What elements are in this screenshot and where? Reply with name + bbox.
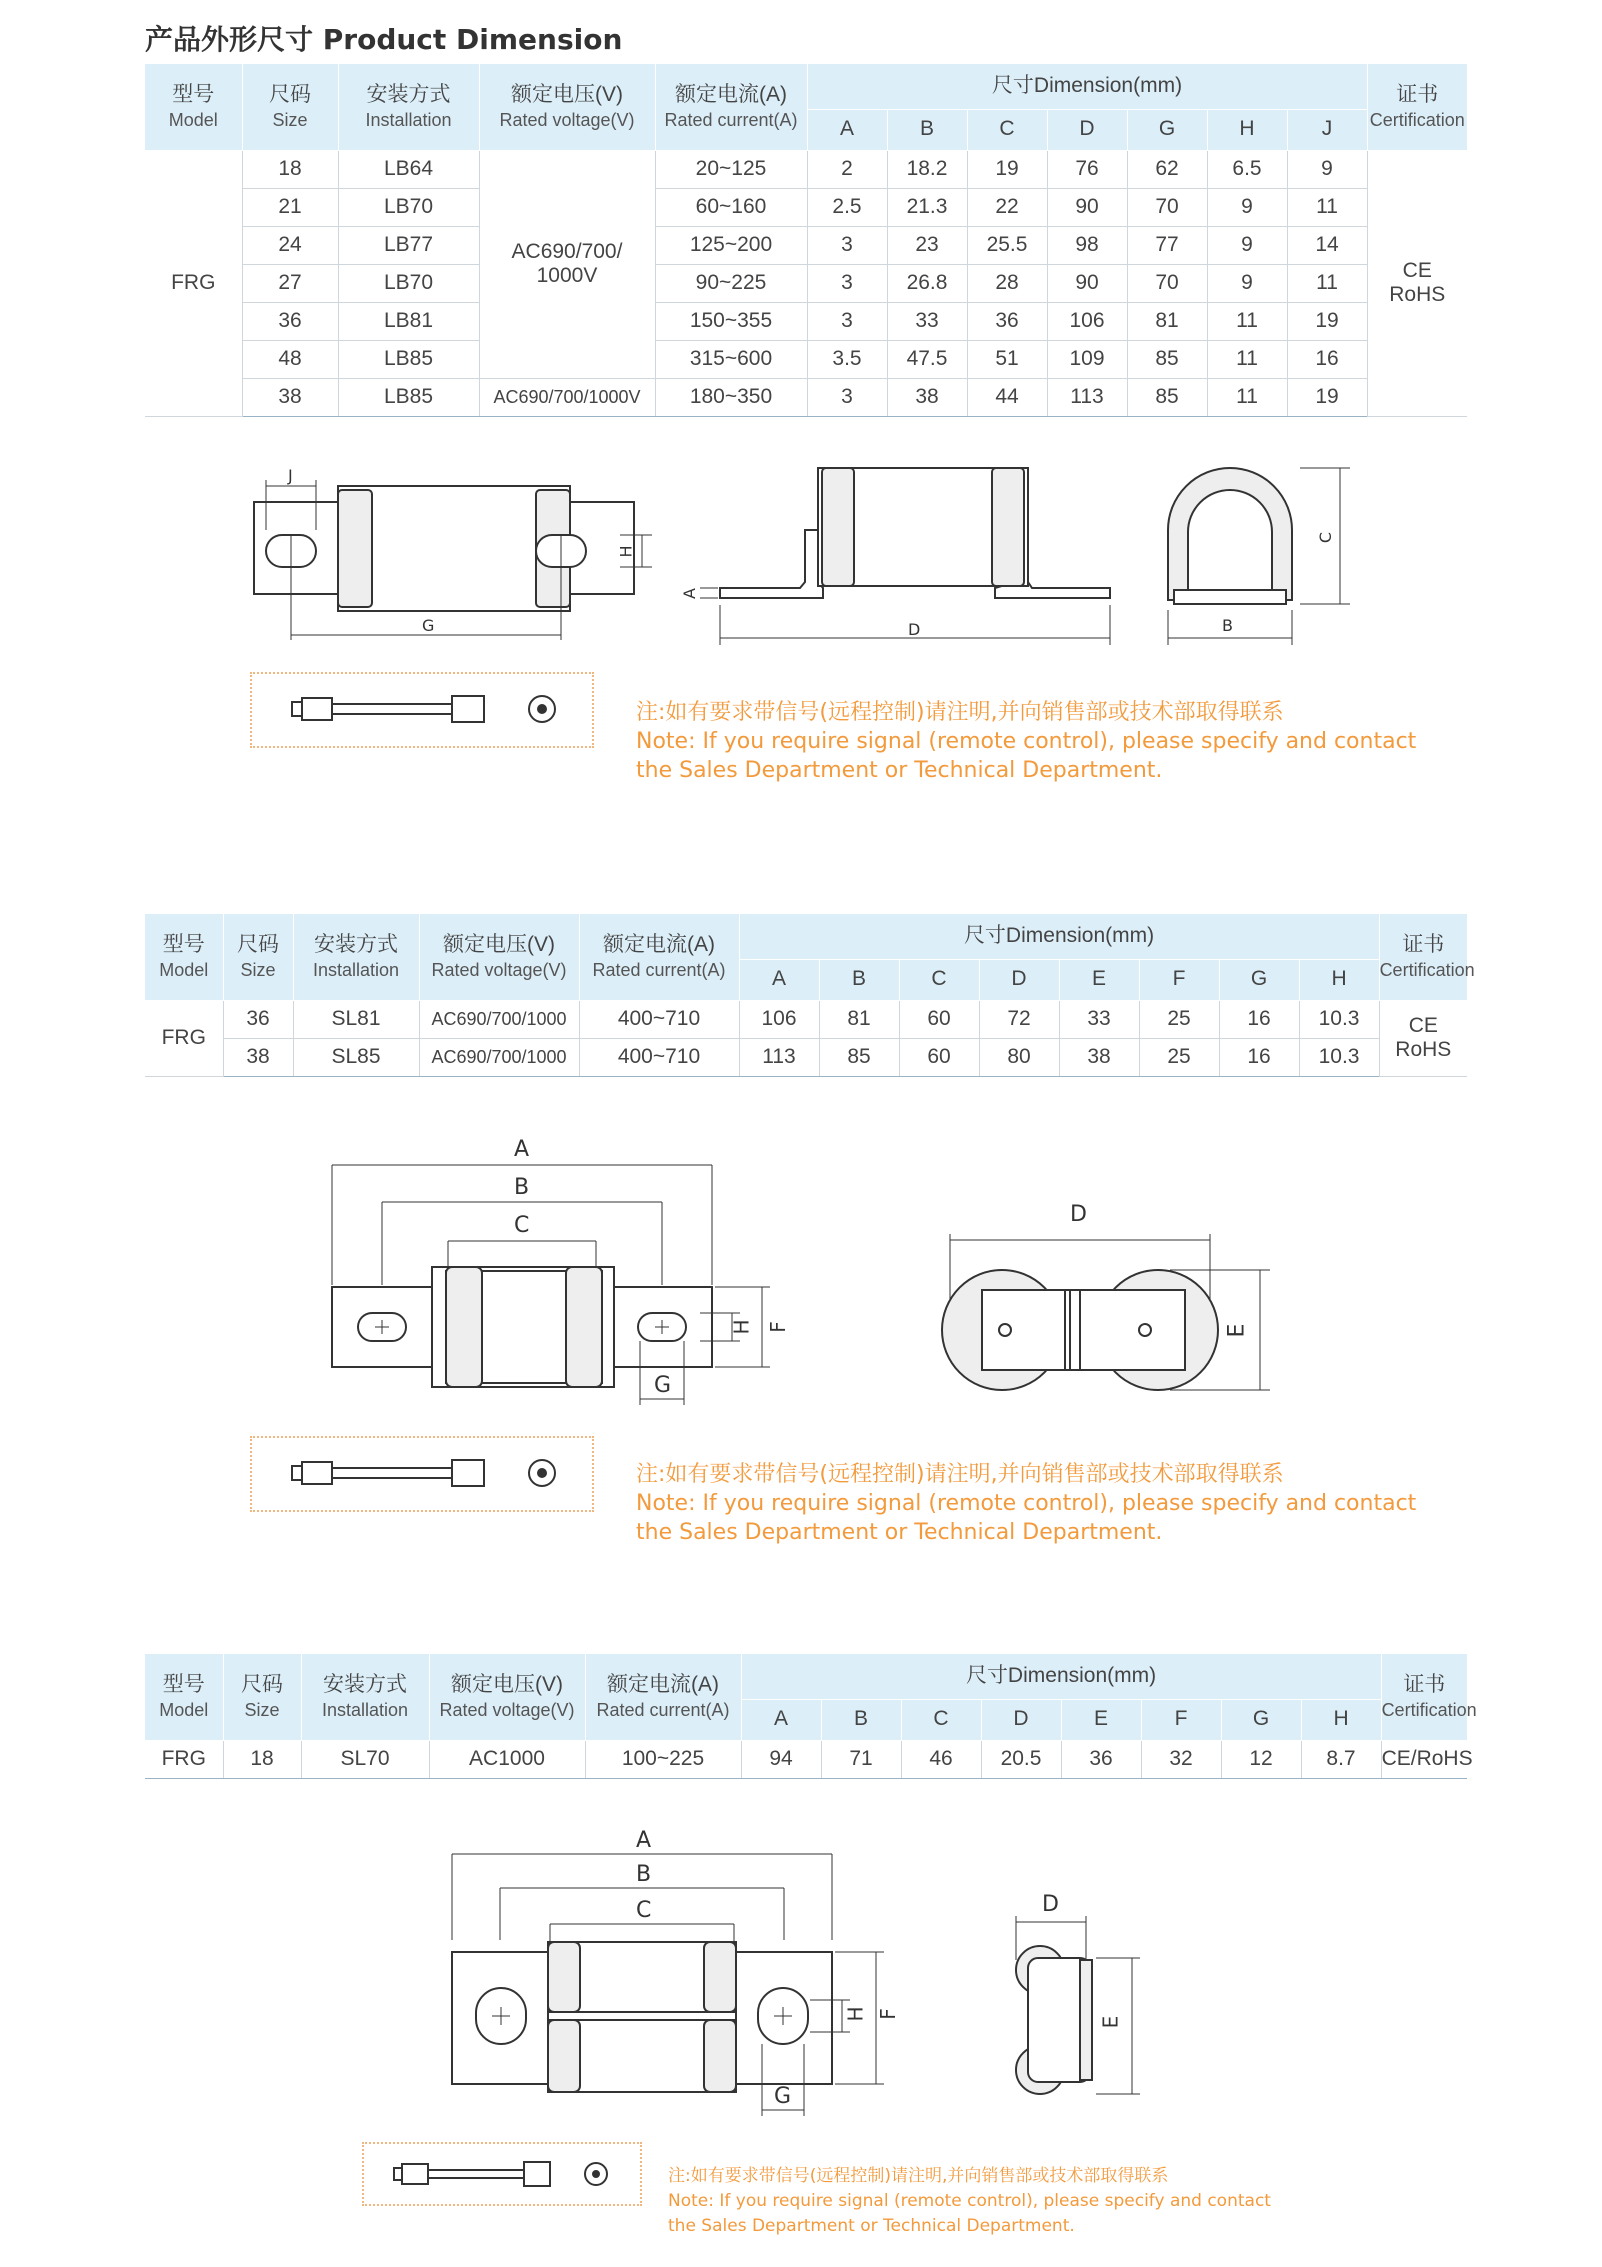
dim-cell-d: 80 <box>979 1038 1059 1076</box>
lb-front-view <box>240 460 660 660</box>
dim-cell-d: 90 <box>1047 188 1127 226</box>
table-row <box>145 1000 1467 1038</box>
dim-cell-b: 21.3 <box>887 188 967 226</box>
dim-cell-g: 16 <box>1219 1038 1299 1076</box>
installation-cell: SL70 <box>301 1740 429 1778</box>
dim-col-a: A <box>741 1699 821 1740</box>
dim-cell-h: 9 <box>1207 226 1287 264</box>
dim-cell-c: 46 <box>901 1740 981 1778</box>
dim-cell-a: 3 <box>807 226 887 264</box>
dim-cell-d: 72 <box>979 1000 1059 1038</box>
dim-col-b: B <box>887 109 967 150</box>
current-cell: 90~225 <box>655 264 807 302</box>
dim-cell-h: 11 <box>1207 378 1287 416</box>
dim-cell-a: 3 <box>807 378 887 416</box>
dimension-table-sl-single: 型号 Model 尺码 Size 安装方式 Installation 额定电压(V) Rated voltage(V) 额定电流(A) Rated current(A) 尺寸Dimension(mm) 证书 Certification A B C D E F G H FRG 18 SL70 AC1000 100~225 94 71 46 20.5 36 32 12 8.7 CE/RoHS <box>145 1654 1467 1779</box>
voltage-cell: AC690/700/1000 <box>419 1038 579 1076</box>
dim-cell-f: 25 <box>1139 1038 1219 1076</box>
dim-cell-a: 3 <box>807 264 887 302</box>
model-cell: FRG <box>145 1740 223 1778</box>
dim-cell-g: 70 <box>1127 264 1207 302</box>
certification-cell: CE RoHS <box>1379 1000 1467 1076</box>
header-current: 额定电流(A) Rated current(A) <box>655 64 807 150</box>
lb-end-view <box>1150 460 1360 660</box>
dim-cell-a: 113 <box>739 1038 819 1076</box>
dim-cell-d: 20.5 <box>981 1740 1061 1778</box>
lb-side-view <box>680 460 1120 660</box>
dim-cell-j: 19 <box>1287 302 1367 340</box>
size-cell: 18 <box>223 1740 301 1778</box>
dim-label-h: H <box>616 545 636 558</box>
current-cell: 180~350 <box>655 378 807 416</box>
dim-cell-a: 3.5 <box>807 340 887 378</box>
dim-cell-d: 98 <box>1047 226 1127 264</box>
dim-col-h: H <box>1301 1699 1381 1740</box>
signal-note-3: 注:如有要求带信号(远程控制)请注明,并向销售部或技术部取得联系 Note: If you require signal (remote control), please specify and contact the Sales Department or Technical Department. <box>668 2166 1271 2236</box>
size-cell: 36 <box>223 1000 293 1038</box>
current-cell: 60~160 <box>655 188 807 226</box>
table-row <box>145 264 1467 302</box>
size-cell: 21 <box>242 188 338 226</box>
dim-col-e: E <box>1059 959 1139 1000</box>
voltage-cell: AC690/700/1000V <box>479 378 655 416</box>
sl-single-front-view: A B C G H F <box>440 1830 900 2130</box>
dim-cell-d: 90 <box>1047 264 1127 302</box>
dim-col-h: H <box>1207 109 1287 150</box>
current-cell: 20~125 <box>655 150 807 188</box>
dim-cell-c: 44 <box>967 378 1047 416</box>
dim-cell-h: 9 <box>1207 188 1287 226</box>
dim-cell-a: 94 <box>741 1740 821 1778</box>
size-cell: 27 <box>242 264 338 302</box>
certification-cell: CE/RoHS <box>1381 1740 1467 1778</box>
dim-cell-c: 25.5 <box>967 226 1047 264</box>
dim-cell-c: 28 <box>967 264 1047 302</box>
dim-label-b: B <box>1222 616 1233 635</box>
signal-option-box-3 <box>362 2142 642 2206</box>
table-row <box>145 378 1467 416</box>
dim-cell-j: 9 <box>1287 150 1367 188</box>
dim-cell-h: 10.3 <box>1299 1038 1379 1076</box>
dim-col-g: G <box>1221 1699 1301 1740</box>
page-title: 产品外形尺寸 Product Dimension <box>145 23 623 56</box>
dim-cell-j: 11 <box>1287 188 1367 226</box>
dim-col-d: D <box>981 1699 1061 1740</box>
dim-cell-h: 9 <box>1207 264 1287 302</box>
sl-dual-front-view: A B C G H F <box>320 1135 820 1415</box>
dim-cell-c: 60 <box>899 1000 979 1038</box>
dim-cell-b: 71 <box>821 1740 901 1778</box>
size-cell: 18 <box>242 150 338 188</box>
dim-col-e: E <box>1061 1699 1141 1740</box>
model-cell: FRG <box>145 150 242 416</box>
current-cell: 150~355 <box>655 302 807 340</box>
dim-cell-f: 25 <box>1139 1000 1219 1038</box>
model-cell: FRG <box>145 1000 223 1076</box>
dim-cell-b: 18.2 <box>887 150 967 188</box>
signal-note-2: 注:如有要求带信号(远程控制)请注明,并向销售部或技术部取得联系 Note: If you require signal (remote control), please specify and contact the Sales Department or Technical Department. <box>636 1462 1417 1545</box>
dim-cell-d: 113 <box>1047 378 1127 416</box>
current-cell: 125~200 <box>655 226 807 264</box>
dim-cell-c: 51 <box>967 340 1047 378</box>
voltage-cell: AC690/700/1000 <box>419 1000 579 1038</box>
installation-cell: LB70 <box>338 188 479 226</box>
dimension-table-sl-dual: 型号 Model 尺码 Size 安装方式 Installation 额定电压(V) Rated voltage(V) 额定电流(A) Rated current(A) 尺寸Dimension(mm) 证书 Certification A B C D E F G H FRG 36 SL81 AC690/700/1000 400~710 106 81 60 72 33 25 16 10.3 CE RoHS 38 SL85 AC690/700/1000 400~710 113 85 60 80 38 25 16 10.3 <box>145 914 1467 1077</box>
dim-cell-b: 23 <box>887 226 967 264</box>
installation-cell: LB70 <box>338 264 479 302</box>
current-cell: 100~225 <box>585 1740 741 1778</box>
dim-cell-h: 11 <box>1207 302 1287 340</box>
dim-cell-b: 38 <box>887 378 967 416</box>
dim-cell-j: 19 <box>1287 378 1367 416</box>
voltage-cell: AC690/700/ 1000V <box>479 150 655 378</box>
header-model: 型号 Model <box>145 64 242 150</box>
dim-cell-g: 81 <box>1127 302 1207 340</box>
installation-cell: SL81 <box>293 1000 419 1038</box>
dim-col-b: B <box>819 959 899 1000</box>
table-row <box>145 188 1467 226</box>
dim-cell-d: 76 <box>1047 150 1127 188</box>
dim-cell-b: 47.5 <box>887 340 967 378</box>
dim-label-a: A <box>679 588 699 599</box>
table-row <box>145 1038 1467 1076</box>
dim-cell-a: 106 <box>739 1000 819 1038</box>
dim-cell-g: 77 <box>1127 226 1207 264</box>
dim-label-j: J <box>288 466 293 485</box>
header-installation: 安装方式 Installation <box>338 64 479 150</box>
sl-single-end-view: D E <box>1000 1900 1160 2110</box>
dim-cell-h: 10.3 <box>1299 1000 1379 1038</box>
dim-col-c: C <box>899 959 979 1000</box>
size-cell: 24 <box>242 226 338 264</box>
dim-label-g: G <box>422 616 435 635</box>
size-cell: 48 <box>242 340 338 378</box>
table-row <box>145 340 1467 378</box>
dim-col-g: G <box>1219 959 1299 1000</box>
dim-cell-e: 36 <box>1061 1740 1141 1778</box>
sl-dual-end-view: D E <box>930 1200 1290 1400</box>
dim-cell-a: 3 <box>807 302 887 340</box>
dim-cell-c: 36 <box>967 302 1047 340</box>
dim-col-d: D <box>1047 109 1127 150</box>
dim-cell-g: 85 <box>1127 378 1207 416</box>
voltage-cell: AC1000 <box>429 1740 585 1778</box>
signal-option-box-1 <box>250 672 594 748</box>
table-row <box>145 1740 1467 1778</box>
dim-col-f: F <box>1141 1699 1221 1740</box>
dim-cell-h: 8.7 <box>1301 1740 1381 1778</box>
table-row <box>145 150 1467 188</box>
header-dimension: 尺寸Dimension(mm) <box>807 64 1367 109</box>
dim-cell-g: 16 <box>1219 1000 1299 1038</box>
dim-label-d: D <box>908 620 921 639</box>
header-certification: 证书 Certification <box>1367 64 1467 150</box>
installation-cell: SL85 <box>293 1038 419 1076</box>
size-cell: 38 <box>242 378 338 416</box>
signal-option-box-2 <box>250 1436 594 1512</box>
dim-col-b: B <box>821 1699 901 1740</box>
size-cell: 36 <box>242 302 338 340</box>
installation-cell: LB77 <box>338 226 479 264</box>
current-cell: 315~600 <box>655 340 807 378</box>
dim-col-g: G <box>1127 109 1207 150</box>
dim-col-a: A <box>807 109 887 150</box>
signal-note-1: 注:如有要求带信号(远程控制)请注明,并向销售部或技术部取得联系 Note: If you require signal (remote control), please specify and contact the Sales Department or Technical Department. <box>636 700 1417 783</box>
size-cell: 38 <box>223 1038 293 1076</box>
dim-cell-c: 60 <box>899 1038 979 1076</box>
dim-col-a: A <box>739 959 819 1000</box>
dim-cell-c: 22 <box>967 188 1047 226</box>
dim-cell-g: 85 <box>1127 340 1207 378</box>
header-voltage: 额定电压(V) Rated voltage(V) <box>479 64 655 150</box>
dim-cell-j: 16 <box>1287 340 1367 378</box>
table-row <box>145 226 1467 264</box>
dim-label-c: C <box>1316 531 1336 544</box>
installation-cell: LB64 <box>338 150 479 188</box>
dim-cell-d: 106 <box>1047 302 1127 340</box>
installation-cell: LB85 <box>338 340 479 378</box>
dim-cell-e: 38 <box>1059 1038 1139 1076</box>
header-size: 尺码 Size <box>242 64 338 150</box>
dim-cell-e: 33 <box>1059 1000 1139 1038</box>
dim-cell-b: 85 <box>819 1038 899 1076</box>
dim-col-c: C <box>901 1699 981 1740</box>
dim-col-h: H <box>1299 959 1379 1000</box>
dim-cell-h: 6.5 <box>1207 150 1287 188</box>
dim-cell-d: 109 <box>1047 340 1127 378</box>
dim-cell-g: 70 <box>1127 188 1207 226</box>
dim-col-d: D <box>979 959 1059 1000</box>
current-cell: 400~710 <box>579 1038 739 1076</box>
dim-cell-h: 11 <box>1207 340 1287 378</box>
dim-cell-b: 33 <box>887 302 967 340</box>
dim-col-f: F <box>1139 959 1219 1000</box>
dim-col-c: C <box>967 109 1047 150</box>
dim-cell-b: 26.8 <box>887 264 967 302</box>
dim-cell-f: 32 <box>1141 1740 1221 1778</box>
table-row <box>145 302 1467 340</box>
dim-cell-b: 81 <box>819 1000 899 1038</box>
dim-cell-a: 2.5 <box>807 188 887 226</box>
installation-cell: LB81 <box>338 302 479 340</box>
dimension-table-lb <box>145 64 1467 417</box>
current-cell: 400~710 <box>579 1000 739 1038</box>
dim-cell-g: 12 <box>1221 1740 1301 1778</box>
certification-cell: CE RoHS <box>1367 150 1467 416</box>
installation-cell: LB85 <box>338 378 479 416</box>
dim-cell-c: 19 <box>967 150 1047 188</box>
dim-col-j: J <box>1287 109 1367 150</box>
dim-cell-j: 11 <box>1287 264 1367 302</box>
dim-cell-g: 62 <box>1127 150 1207 188</box>
dim-cell-j: 14 <box>1287 226 1367 264</box>
dim-cell-a: 2 <box>807 150 887 188</box>
